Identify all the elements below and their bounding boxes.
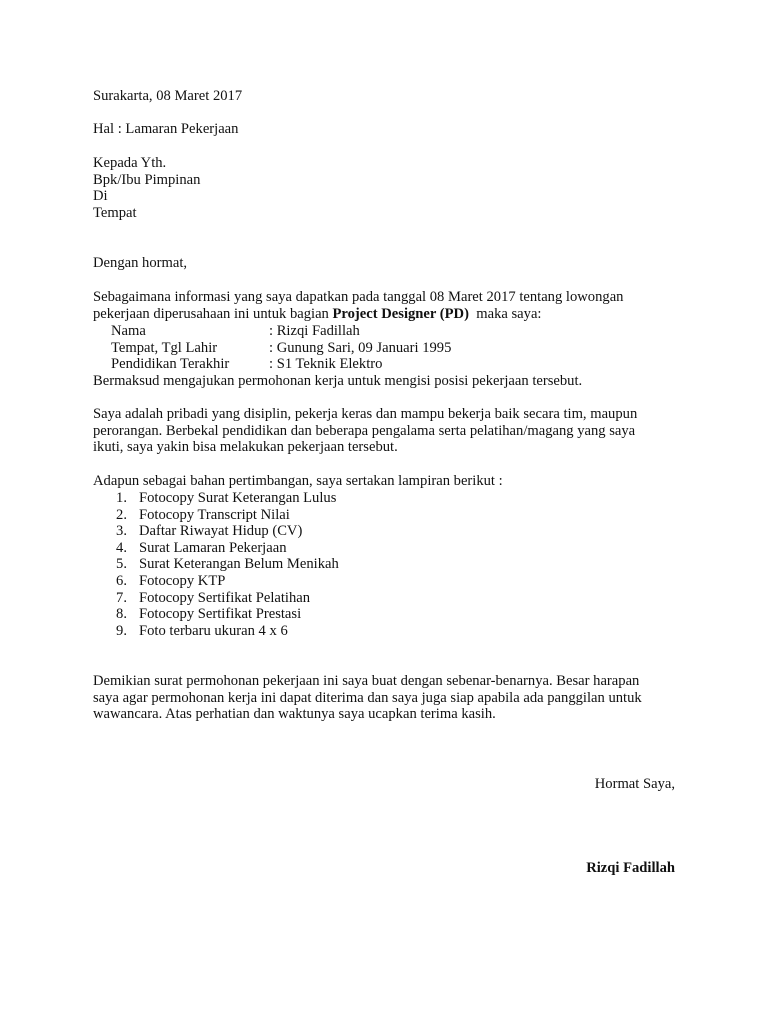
list-number: 9.	[116, 622, 127, 639]
list-text: Daftar Riwayat Hidup (CV)	[139, 523, 303, 540]
about-paragraph	[93, 406, 693, 456]
list-text: Fotocopy Sertifikat Prestasi	[139, 606, 302, 623]
signoff: Hormat Saya,	[594, 776, 675, 792]
position-title: Project Designer (PD)	[332, 305, 469, 322]
about-line: ikuti, saya yakin bisa melakukan pekerjaan tersebut.	[93, 439, 398, 456]
intro-line-1: Sebagaimana informasi yang saya dapatkan pada tanggal 08 Maret 2017 tentang lowongan	[93, 289, 624, 305]
subject-line: Hal : Lamaran Pekerjaan	[93, 121, 239, 137]
intro-line-2-pre: pekerjaan diperusahaan ini untuk bagian	[93, 305, 333, 322]
identity-value: : S1 Teknik Elektro	[269, 356, 383, 373]
list-number: 1.	[116, 490, 127, 506]
intro-line-2-post: maka saya:	[468, 305, 542, 322]
list-number: 2.	[116, 506, 127, 523]
identity-key: Tempat, Tgl Lahir	[111, 339, 218, 356]
identity-key: Nama	[111, 323, 146, 339]
attachments-intro: Adapun sebagai bahan pertimbangan, saya sertakan lampiran berikut :	[93, 473, 503, 489]
about-line: perorangan. Berbekal pendidikan dan beberapa pengalama serta pelatihan/magang yang saya	[93, 422, 636, 439]
closing-line: Demikian surat permohonan pekerjaan ini saya buat dengan sebenar-benarnya. Besar harapan	[93, 673, 640, 689]
intro-paragraph	[93, 289, 693, 322]
list-text: Surat Lamaran Pekerjaan	[139, 539, 287, 556]
closing-paragraph	[93, 673, 693, 723]
identity-key: Pendidikan Terakhir	[111, 356, 230, 373]
purpose-line: Bermaksud mengajukan permohonan kerja untuk mengisi posisi pekerjaan tersebut.	[93, 373, 583, 389]
recipient-line: Bpk/Ibu Pimpinan	[93, 171, 201, 188]
list-number: 8.	[116, 606, 127, 623]
date-line: Surakarta, 08 Maret 2017	[93, 88, 243, 104]
list-text: Fotocopy Transcript Nilai	[139, 506, 290, 523]
list-number: 5.	[116, 556, 127, 573]
list-text: Surat Keterangan Belum Menikah	[139, 556, 339, 573]
recipient-line: Di	[93, 188, 108, 205]
identity-value: : Gunung Sari, 09 Januari 1995	[269, 339, 452, 356]
list-number: 4.	[116, 539, 127, 556]
list-number: 7.	[116, 589, 127, 606]
list-text: Fotocopy KTP	[139, 573, 226, 589]
signer-name: Rizqi Fadillah	[586, 860, 675, 876]
intro-line-2	[93, 306, 693, 323]
list-text: Fotocopy Sertifikat Pelatihan	[139, 589, 311, 606]
recipient-block	[93, 155, 693, 221]
recipient-line: Kepada Yth.	[93, 155, 167, 171]
closing-line: wawancara. Atas perhatian dan waktunya saya ucapkan terima kasih.	[93, 706, 496, 723]
identity-value: : Rizqi Fadillah	[269, 323, 360, 339]
list-number: 6.	[116, 573, 127, 589]
recipient-line: Tempat	[93, 204, 137, 221]
about-line: Saya adalah pribadi yang disiplin, pekerja keras dan mampu bekerja baik secara tim, maupun	[93, 406, 638, 422]
closing-line: saya agar permohonan kerja ini dapat diterima dan saya juga siap apabila ada panggilan untuk	[93, 689, 642, 706]
greeting: Dengan hormat,	[93, 255, 188, 271]
list-number: 3.	[116, 523, 127, 540]
list-text: Fotocopy Surat Keterangan Lulus	[139, 490, 337, 506]
list-text: Foto terbaru ukuran 4 x 6	[139, 622, 288, 639]
